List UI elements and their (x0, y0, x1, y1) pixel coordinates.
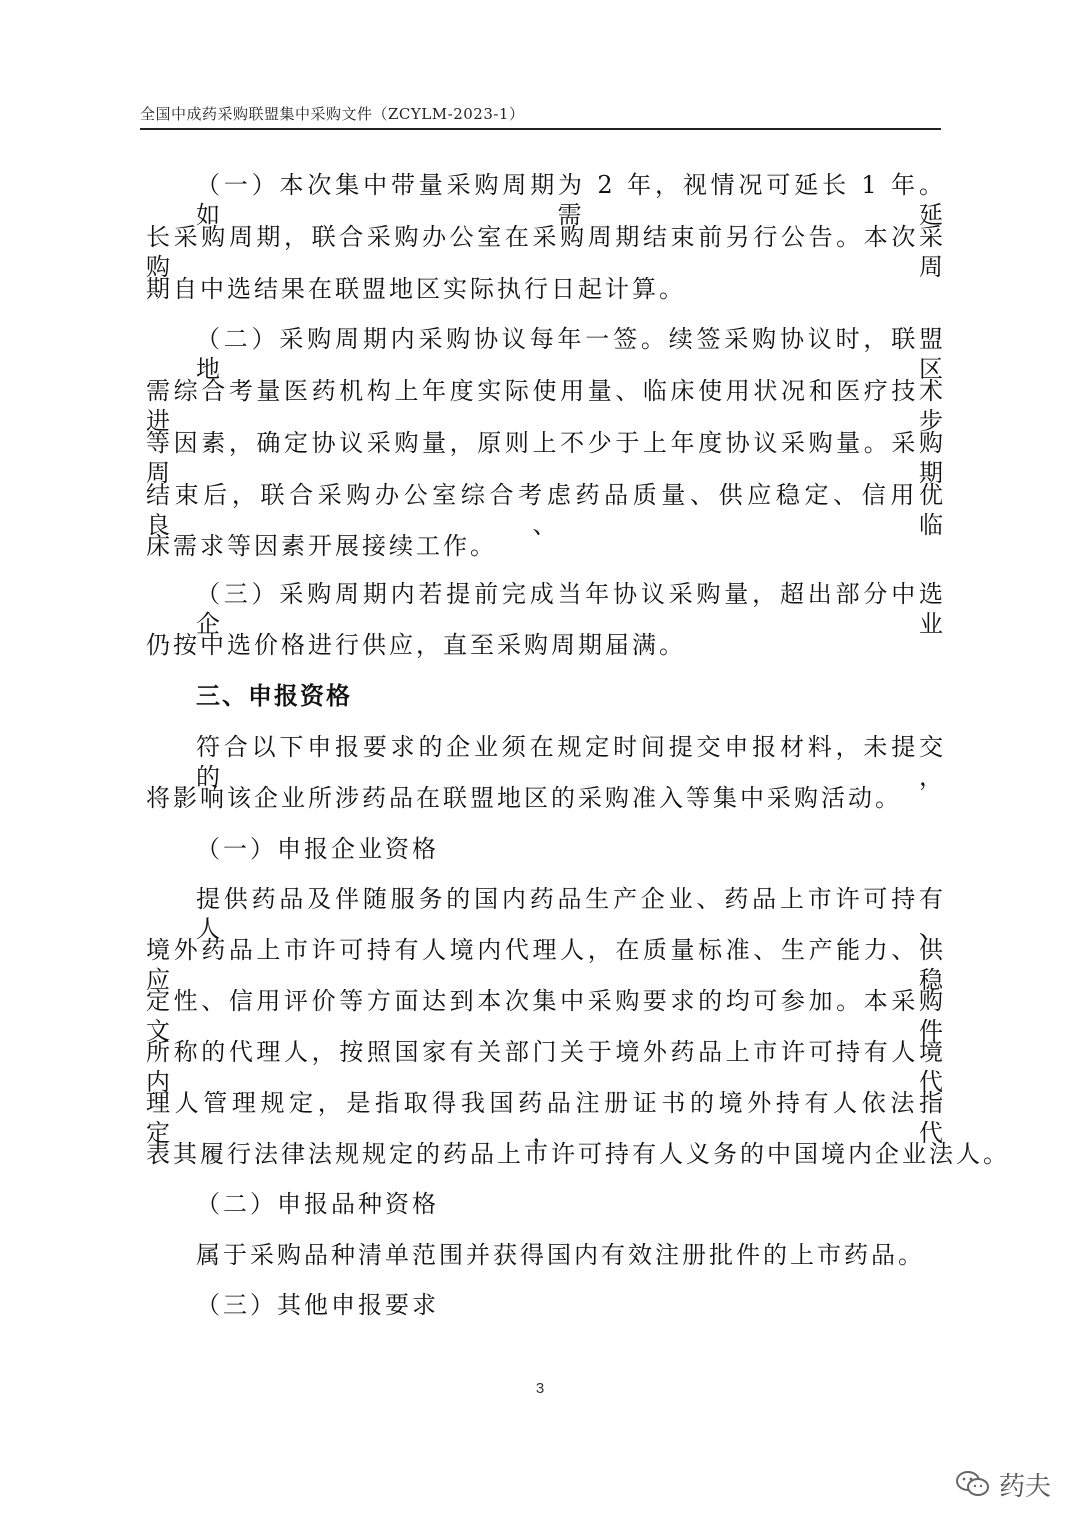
page-number: 3 (535, 1380, 545, 1397)
paragraph-line: 将影响该企业所涉药品在联盟地区的采购准入等集中采购活动。 (146, 784, 902, 812)
paragraph-line: 提供药品及伴随服务的国内药品生产企业、药品上市许可持有人、 (196, 885, 946, 943)
paragraph-line: 等因素，确定协议采购量，原则上不少于上年度协议采购量。采购周期 (146, 429, 946, 487)
paragraph-line: 床需求等因素开展接续工作。 (146, 532, 497, 560)
paragraph-line: 长采购周期，联合采购办公室在采购周期结束前另行公告。本次采购周 (146, 223, 946, 281)
section-heading: 三、申报资格 (196, 682, 352, 710)
paragraph-line: 所称的代理人，按照国家有关部门关于境外药品上市许可持有人境内代 (146, 1038, 946, 1096)
paragraph-line: 境外药品上市许可持有人境内代理人，在质量标准、生产能力、供应稳 (146, 936, 946, 994)
subsection-heading: （三）其他申报要求 (196, 1291, 439, 1319)
subsection-heading: （二）申报品种资格 (196, 1190, 439, 1218)
watermark (955, 1464, 1051, 1504)
watermark-text: 药夫 (999, 1471, 1052, 1502)
paragraph-line: 结束后，联合采购办公室综合考虑药品质量、供应稳定、信用优良、临 (146, 481, 946, 539)
wechat-icon (955, 1469, 991, 1499)
paragraph-line: 属于采购品种清单范围并获得国内有效注册批件的上市药品。 (196, 1241, 925, 1269)
document-header: 全国中成药采购联盟集中采购文件（ZCYLM-2023-1） (140, 105, 525, 123)
paragraph-line: 需综合考量医药机构上年度实际使用量、临床使用状况和医疗技术进步 (146, 377, 946, 435)
paragraph-line: 仍按中选价格进行供应，直至采购周期届满。 (146, 631, 686, 659)
paragraph-line: 定性、信用评价等方面达到本次集中采购要求的均可参加。本采购文件 (146, 987, 946, 1045)
paragraph-line: （三）采购周期内若提前完成当年协议采购量，超出部分中选企业 (196, 580, 946, 638)
subsection-heading: （一）申报企业资格 (196, 835, 439, 863)
paragraph-line: （一）本次集中带量采购周期为 2 年，视情况可延长 1 年。如需延 (196, 171, 946, 229)
paragraph-line: 符合以下申报要求的企业须在规定时间提交申报材料，未提交的， (196, 733, 946, 791)
paragraph-line: 理人管理规定，是指取得我国药品注册证书的境外持有人依法指定，代 (146, 1089, 946, 1147)
paragraph-line: （二）采购周期内采购协议每年一签。续签采购协议时，联盟地区 (196, 325, 946, 383)
paragraph-line: 表其履行法律法规规定的药品上市许可持有人义务的中国境内企业法人。 (146, 1140, 1010, 1168)
header-divider (140, 128, 941, 130)
paragraph-line: 期自中选结果在联盟地区实际执行日起计算。 (146, 275, 686, 303)
